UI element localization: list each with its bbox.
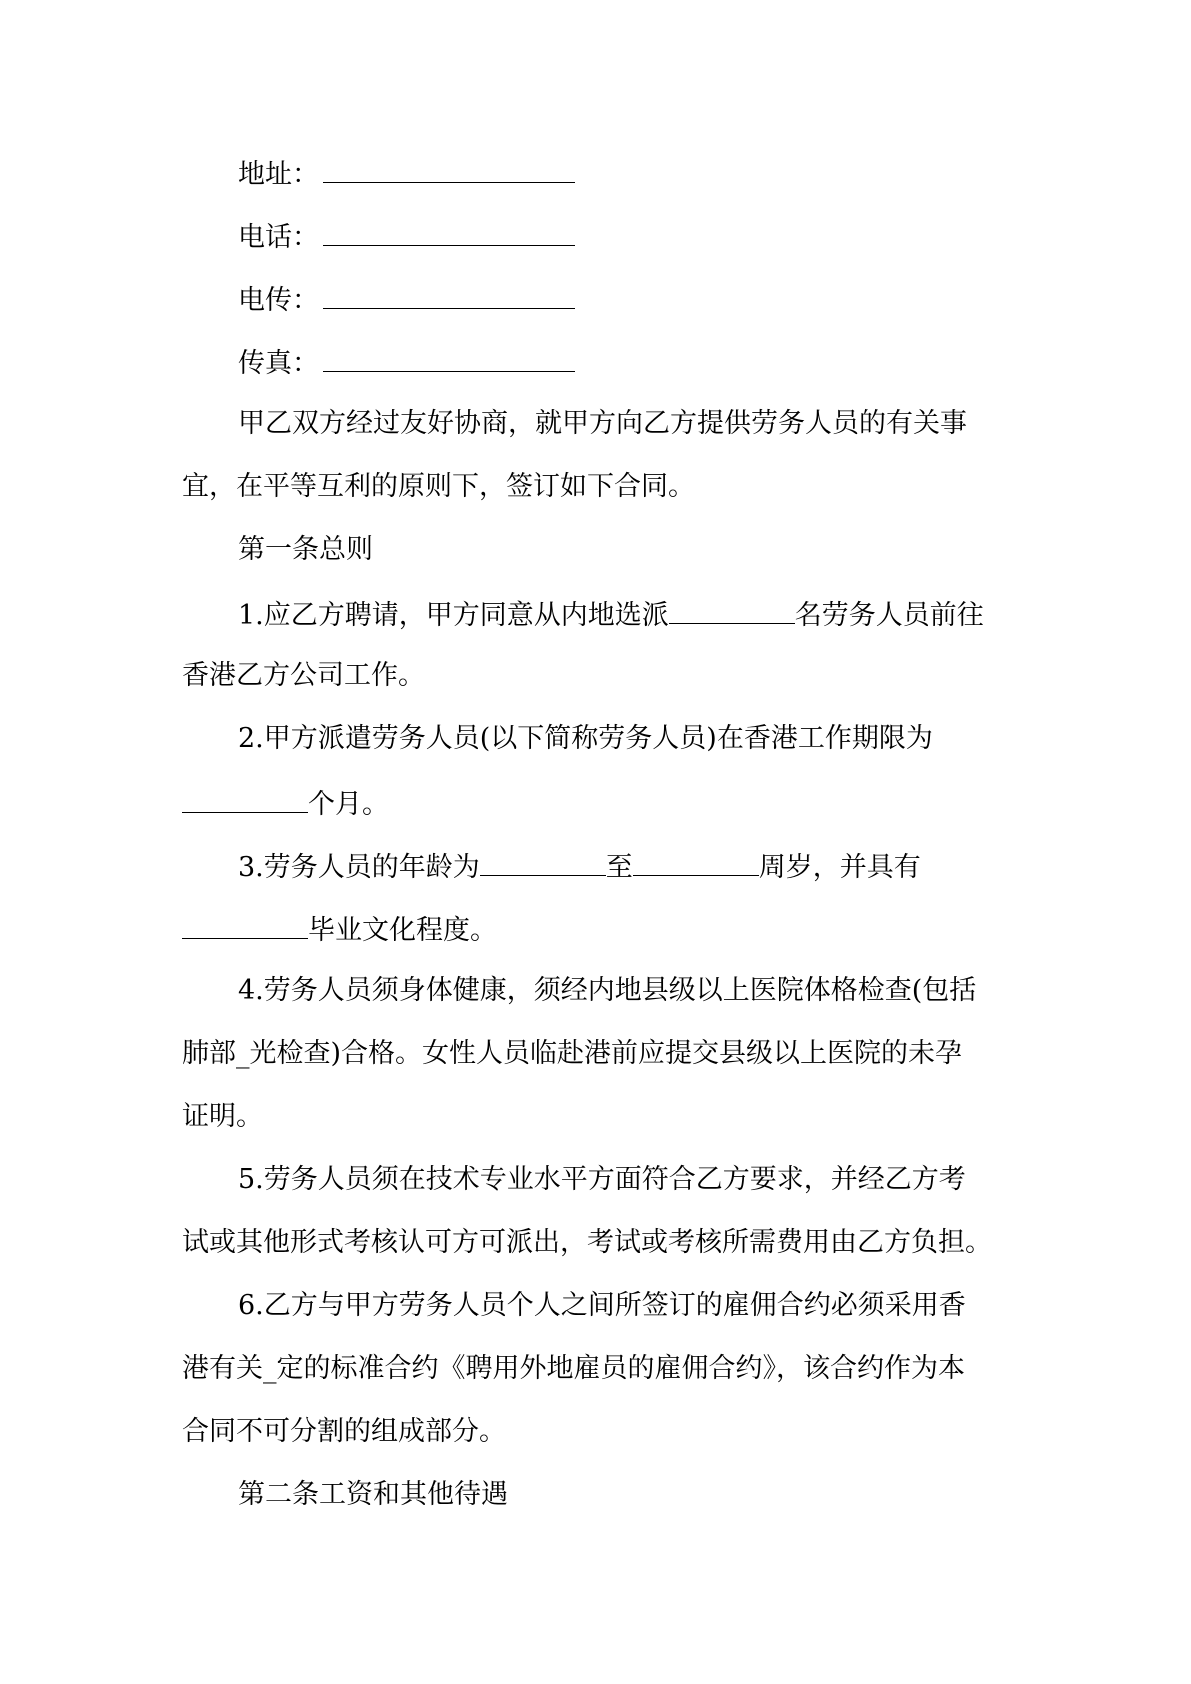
article-1-heading: 第一条总则 — [238, 534, 373, 565]
clause-1-line-1 — [238, 593, 984, 636]
telex-blank[interactable] — [323, 278, 575, 309]
clause-3-line-2 — [182, 908, 497, 951]
fax-blank[interactable] — [323, 341, 575, 372]
clause-4-line-2: 肺部_光检查)合格。女性人员临赴港前应提交县级以上医院的未孕 — [182, 1038, 963, 1069]
clause-5-line-2: 试或其他形式考核认可方可派出，考试或考核所需费用由乙方负担。 — [182, 1227, 992, 1258]
fax-label: 传真： — [238, 348, 319, 379]
address-blank[interactable] — [323, 152, 575, 183]
intro-line-1: 甲乙双方经过友好协商，就甲方向乙方提供劳务人员的有关事 — [238, 408, 967, 439]
clause-4-line-1: 4.劳务人员须身体健康，须经内地县级以上医院体格检查(包括 — [238, 975, 977, 1006]
phone-field — [238, 215, 575, 258]
telex-label: 电传： — [238, 285, 319, 316]
age-min-blank[interactable] — [480, 845, 606, 876]
age-max-blank[interactable] — [633, 845, 759, 876]
article-2-heading: 第二条工资和其他待遇 — [238, 1479, 508, 1510]
worker-count-blank[interactable] — [669, 593, 795, 624]
address-field — [238, 152, 575, 195]
clause-1-text-b: 名劳务人员前往 — [794, 600, 984, 631]
clause-5-line-1: 5.劳务人员须在技术专业水平方面符合乙方要求，并经乙方考 — [238, 1164, 966, 1195]
clause-1-line-2: 香港乙方公司工作。 — [182, 660, 425, 691]
telex-field — [238, 278, 575, 321]
clause-1-text-a: 1.应乙方聘请，甲方同意从内地选派 — [238, 600, 669, 631]
term-months-blank[interactable] — [182, 782, 308, 813]
clause-6-line-3: 合同不可分割的组成部分。 — [182, 1416, 506, 1447]
clause-3-text-a: 3.劳务人员的年龄为 — [238, 852, 480, 883]
clause-3-line-1 — [238, 845, 921, 888]
phone-blank[interactable] — [323, 215, 575, 246]
clause-4-line-3: 证明。 — [182, 1101, 263, 1132]
education-blank[interactable] — [182, 908, 308, 939]
clause-6-line-2: 港有关_定的标准合约《聘用外地雇员的雇佣合约》，该合约作为本 — [182, 1353, 965, 1384]
clause-3-text-b: 至 — [605, 852, 633, 883]
intro-line-2: 宜，在平等互利的原则下，签订如下合同。 — [182, 471, 695, 502]
clause-2-line-2 — [182, 782, 389, 825]
clause-3-text-d: 毕业文化程度。 — [308, 915, 497, 946]
clause-2-line-1: 2.甲方派遣劳务人员(以下简称劳务人员)在香港工作期限为 — [238, 723, 933, 754]
clause-6-line-1: 6.乙方与甲方劳务人员个人之间所签订的雇佣合约必须采用香 — [238, 1290, 966, 1321]
fax-field — [238, 341, 575, 384]
phone-label: 电话： — [238, 222, 319, 253]
clause-2-text-b: 个月。 — [308, 789, 389, 820]
clause-3-text-c: 周岁，并具有 — [758, 852, 921, 883]
address-label: 地址： — [238, 159, 319, 190]
